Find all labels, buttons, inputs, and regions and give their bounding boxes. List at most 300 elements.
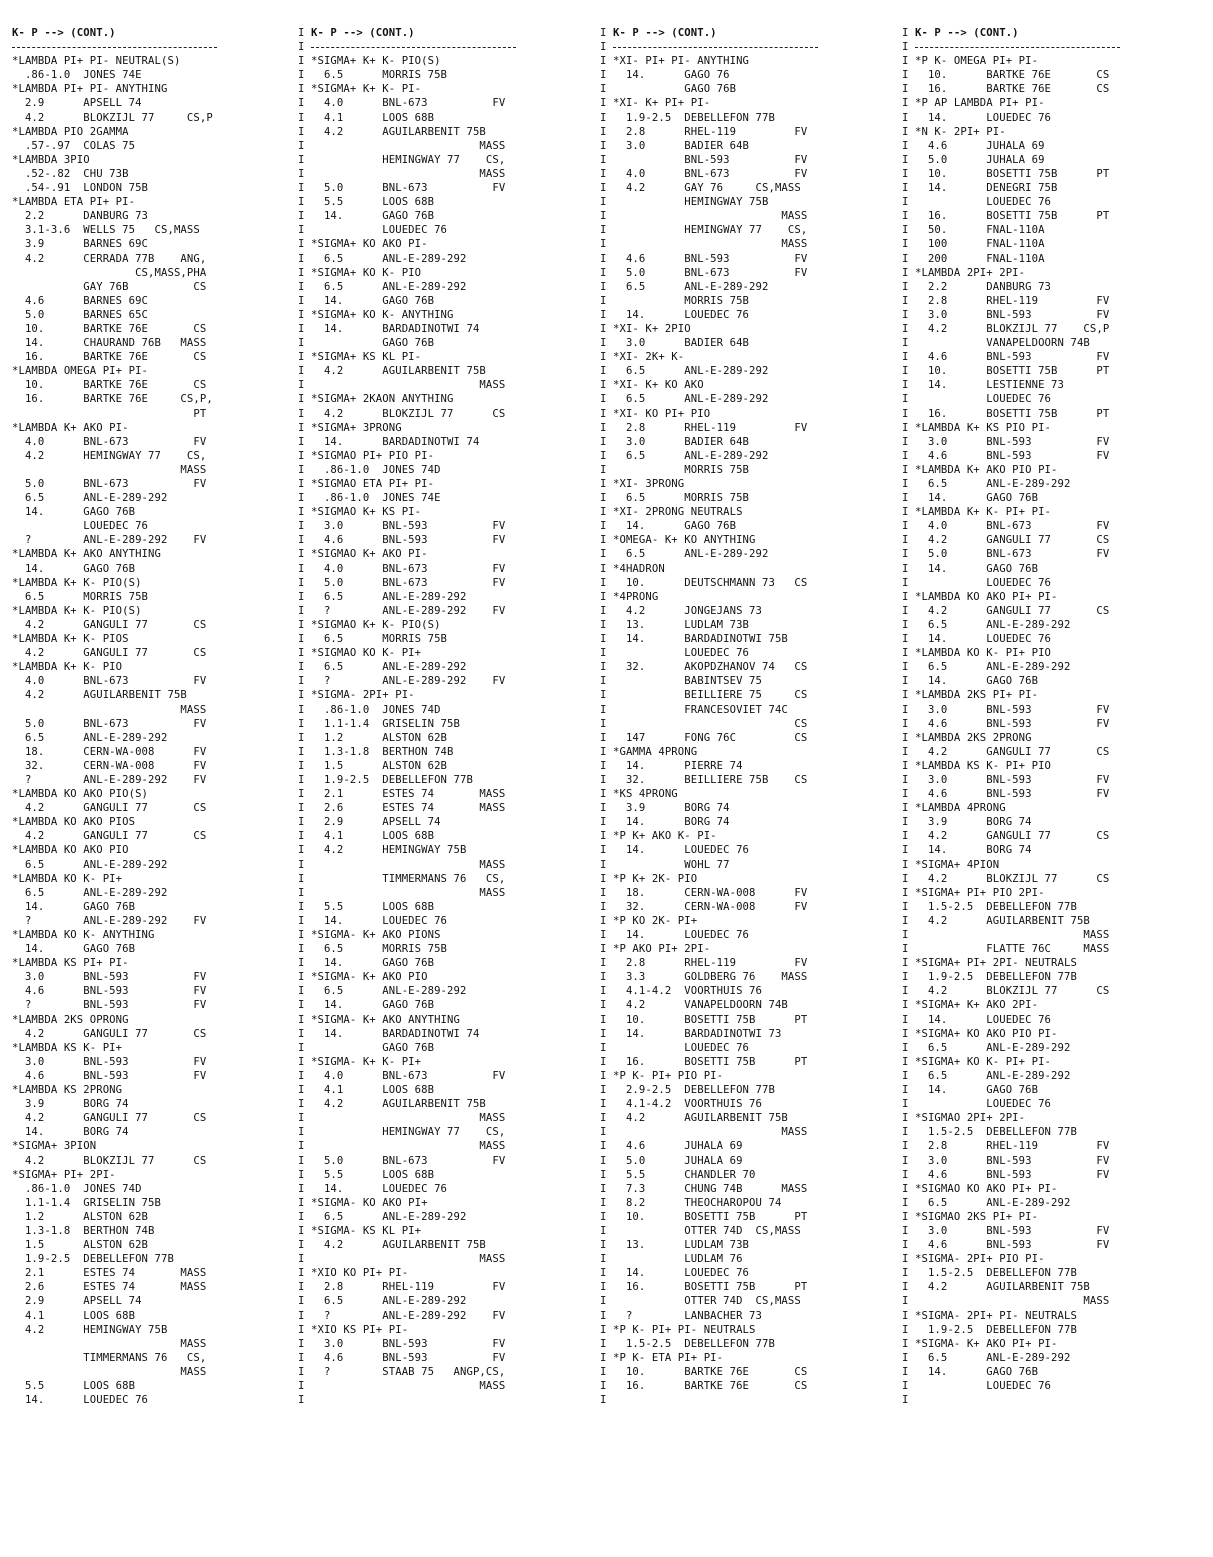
reference-entry: 4.6 BNL-593 FV: [915, 717, 1110, 730]
reference-entry: 4.2 AGUILARBENIT 75B: [311, 125, 486, 138]
reference-entry: 4.2 GANGULI 77 CS: [12, 647, 207, 660]
separator-glyph: I: [902, 717, 909, 730]
column-3: [613, 26, 903, 1393]
separator-glyph: I: [298, 308, 305, 321]
reference-entry: LOUEDEC 76: [12, 520, 149, 533]
separator-glyph: I: [298, 111, 305, 124]
reference-entry: 14. GAGO 76B: [12, 900, 136, 913]
separator-glyph: I: [902, 55, 909, 68]
reference-entry: MASS: [613, 210, 808, 223]
reference-entry: 4.6 BNL-593 FV: [311, 534, 506, 547]
reaction-heading: *XI- 2K+ K-: [613, 351, 685, 364]
separator-glyph: I: [902, 675, 909, 688]
reference-entry: 4.2 HEMINGWAY 75B: [311, 844, 467, 857]
reference-entry: 4.0 BNL-673 FV: [915, 520, 1110, 533]
reaction-heading: *LAMBDA 2KS 2PRONG: [915, 731, 1032, 744]
reference-entry: MASS: [311, 1380, 506, 1392]
reference-entry: TIMMERMANS 76 CS,: [12, 1351, 207, 1364]
separator-glyph: I: [298, 1323, 305, 1336]
reference-entry: 16. BOSETTI 75B PT: [613, 1281, 808, 1294]
separator-glyph: I: [600, 548, 607, 561]
reference-entry: 2.6 ESTES 74 MASS: [12, 1281, 207, 1294]
separator-glyph: I: [600, 773, 607, 786]
separator-glyph: I: [600, 703, 607, 716]
reaction-heading: *SIGMA+ KO AKO PI-: [311, 238, 428, 251]
reference-entry: 3.0 BNL-593 FV: [915, 435, 1110, 448]
separator-glyph: I: [298, 1055, 305, 1068]
separator-glyph: I: [902, 337, 909, 350]
separator-glyph: I: [902, 1055, 909, 1068]
separator-glyph: I: [902, 139, 909, 152]
reference-entry: 14. GAGO 76B: [311, 999, 435, 1012]
separator-glyph: I: [298, 816, 305, 829]
separator-glyph: I: [600, 886, 607, 899]
reference-entry: 1.3-1.8 BERTHON 74B: [12, 1224, 155, 1237]
separator-glyph: I: [902, 872, 909, 885]
separator-glyph: I: [298, 985, 305, 998]
separator-glyph: I: [902, 1224, 909, 1237]
separator-glyph: I: [902, 294, 909, 307]
reference-entry: 4.0 BNL-673 FV: [12, 435, 207, 448]
separator-glyph: I: [298, 27, 305, 39]
separator-glyph: I: [600, 900, 607, 913]
reference-entry: 3.0 BNL-593 FV: [915, 308, 1110, 321]
separator-glyph: I: [298, 322, 305, 335]
reference-entry: 4.2 AGUILARBENIT 75B: [311, 1239, 486, 1252]
separator-glyph: I: [298, 576, 305, 589]
reaction-heading: *LAMBDA KS 2PRONG: [12, 1084, 123, 1097]
reference-entry: .86-1.0 JONES 74D: [311, 703, 441, 716]
separator-glyph: I: [902, 1239, 909, 1252]
reference-entry: 4.0 BNL-673 FV: [12, 675, 207, 688]
reaction-heading: *XI- 2PRONG NEUTRALS: [613, 506, 743, 519]
separator-glyph: I: [298, 252, 305, 265]
reference-entry: 13. LUDLAM 73B: [613, 1239, 750, 1252]
separator-glyph: I: [902, 773, 909, 786]
separator-glyph: I: [600, 97, 607, 110]
reference-entry: 1.5-2.5 DEBELLEFON 77B: [915, 1267, 1077, 1280]
separator-glyph: I: [600, 1253, 607, 1266]
reaction-heading: *SIGMA+ KO AKO PIO PI-: [915, 1027, 1058, 1040]
separator-glyph: I: [600, 1098, 607, 1111]
reference-entry: MASS: [311, 886, 506, 899]
reference-entry: 3.0 BNL-593 FV: [12, 1055, 207, 1068]
header-rule: [915, 40, 1205, 54]
separator-glyph: I: [902, 421, 909, 434]
reference-entry: 10. BOSETTI 75B PT: [613, 1210, 808, 1223]
separator-glyph: I: [600, 1069, 607, 1082]
separator-glyph: I: [600, 759, 607, 772]
separator-glyph: I: [600, 943, 607, 956]
separator-glyph: I: [298, 1013, 305, 1026]
reaction-heading: *P KO 2K- PI+: [613, 914, 698, 927]
reference-entry: 1.2 ALSTON 62B: [311, 731, 448, 744]
reference-entry: LUDLAM 76: [613, 1253, 743, 1266]
reaction-heading: *LAMBDA K+ K- PIO(S): [12, 604, 142, 617]
separator-glyph: I: [600, 872, 607, 885]
reference-entry: 10. BARTKE 76E CS: [613, 1365, 808, 1378]
separator-glyph: I: [298, 647, 305, 660]
reference-entry: .54-.91 LONDON 75B: [12, 182, 149, 195]
reference-entry: 50. FNAL-110A: [915, 224, 1045, 237]
separator-glyph: I: [298, 55, 305, 68]
reference-entry: 14. CHAURAND 76B MASS: [12, 337, 207, 350]
separator-glyph: I: [600, 182, 607, 195]
reference-entry: 2.9 APSELL 74: [311, 816, 441, 829]
reaction-heading: *SIGMA+ KO K- PIO: [311, 266, 422, 279]
reference-entry: 4.0 BNL-673 FV: [311, 562, 506, 575]
reference-entry: 5.5 LOOS 68B: [12, 1380, 136, 1392]
reaction-heading: *P AP LAMBDA PI+ PI-: [915, 97, 1045, 110]
separator-glyph: I: [902, 844, 909, 857]
reaction-heading: *SIGMA+ 3PION: [12, 1140, 97, 1153]
reference-entry: LOUEDEC 76: [915, 393, 1052, 406]
reference-entry: ? ANL-E-289-292 FV: [12, 773, 207, 786]
separator-glyph: I: [600, 1112, 607, 1125]
reference-entry: 14. GAGO 76B: [915, 1084, 1039, 1097]
reference-entry: 6.5 ANL-E-289-292: [613, 393, 769, 406]
separator-glyph: I: [902, 1154, 909, 1167]
separator-glyph: I: [600, 492, 607, 505]
separator-glyph: I: [298, 167, 305, 180]
reference-entry: 6.5 ANL-E-289-292: [311, 1295, 467, 1308]
reaction-heading: *KS 4PRONG: [613, 788, 678, 801]
reaction-heading: *P AKO PI+ 2PI-: [613, 943, 711, 956]
reference-entry: MASS: [12, 463, 207, 476]
reference-entry: 14. BORG 74: [613, 816, 730, 829]
separator-glyph: I: [902, 1295, 909, 1308]
reference-entry: 4.2 AGUILARBENIT 75B: [12, 689, 187, 702]
separator-glyph: I: [600, 196, 607, 209]
separator-glyph: I: [902, 97, 909, 110]
reference-entry: 14. GAGO 76B: [12, 562, 136, 575]
reference-entry: 4.6 BNL-593 FV: [311, 1351, 506, 1364]
reference-entry: 4.2 GANGULI 77 CS: [12, 802, 207, 815]
column-header: K- P --> (CONT.): [12, 27, 116, 39]
reaction-heading: *SIGMA- KS KL PI+: [311, 1224, 422, 1237]
reference-entry: 2.2 DANBURG 73: [915, 280, 1052, 293]
reaction-heading: *SIGMAO ETA PI+ PI-: [311, 478, 435, 490]
separator-glyph: I: [600, 1084, 607, 1097]
separator-glyph: I: [298, 365, 305, 378]
reaction-heading: *GAMMA 4PRONG: [613, 745, 698, 758]
separator-glyph: I: [298, 548, 305, 561]
reference-entry: MASS: [915, 929, 1110, 941]
reference-entry: 5.5 LOOS 68B: [311, 900, 435, 913]
reaction-heading: *SIGMA+ K+ K- PI-: [311, 83, 422, 96]
reaction-heading: *SIGMAO K+ AKO PI-: [311, 548, 428, 561]
separator-glyph: I: [600, 1126, 607, 1139]
reference-entry: 4.6 BNL-593 FV: [915, 788, 1110, 801]
separator-glyph: I: [298, 1295, 305, 1308]
separator-glyph: I: [600, 252, 607, 265]
reaction-heading: *LAMBDA PI+ PI- NEUTRAL(S): [12, 55, 181, 68]
separator-glyph: I: [600, 1267, 607, 1280]
reference-entry: 14. BARDADINOTWI 75B: [613, 633, 788, 646]
separator-glyph: I: [600, 407, 607, 420]
reference-entry: HEMINGWAY 77 CS,: [311, 153, 506, 166]
separator-glyph: I: [600, 816, 607, 829]
separator-glyph: I: [298, 1182, 305, 1195]
separator-glyph: I: [600, 957, 607, 970]
reference-entry: 4.0 BNL-673 FV: [311, 1069, 506, 1082]
reference-entry: 1.9-2.5 DEBELLEFON 77B: [311, 773, 473, 786]
reference-entry: 6.5 ANL-E-289-292: [915, 1196, 1071, 1209]
separator-glyph: I: [600, 125, 607, 138]
separator-glyph: I: [298, 69, 305, 82]
reference-entry: 3.0 BNL-593 FV: [12, 971, 207, 984]
separator-glyph: I: [902, 252, 909, 265]
reaction-heading: *P K- PI+ PIO PI-: [613, 1069, 724, 1082]
reaction-heading: *XIO KO PI+ PI-: [311, 1267, 409, 1280]
reference-entry: 4.6 JUHALA 69: [613, 1140, 743, 1153]
reference-entry: 4.6 JUHALA 69: [915, 139, 1045, 152]
separator-glyph: I: [902, 1182, 909, 1195]
separator-glyph: I: [298, 1351, 305, 1364]
separator-glyph: I: [298, 379, 305, 392]
separator-glyph: I: [600, 788, 607, 801]
reference-entry: 6.5 ANL-E-289-292: [613, 365, 769, 378]
separator-glyph: I: [298, 759, 305, 772]
reference-entry: 18. CERN-WA-008 FV: [12, 745, 207, 758]
separator-glyph: I: [298, 280, 305, 293]
reference-entry: 6.5 ANL-E-289-292: [311, 1210, 467, 1223]
reference-entry: 14. LOUEDEC 76: [311, 914, 448, 927]
reference-entry: 1.9-2.5 DEBELLEFON 77B: [915, 1323, 1077, 1336]
separator-glyph: I: [298, 590, 305, 603]
reference-entry: 10. BARTKE 76E CS: [12, 379, 207, 392]
reference-entry: MASS: [12, 1365, 207, 1378]
separator-glyph: I: [902, 322, 909, 335]
separator-glyph: I: [298, 407, 305, 420]
reference-entry: 14. BARDADINOTWI 74: [311, 322, 480, 335]
reference-entry: 4.2 BLOKZIJL 77 CS: [915, 872, 1110, 885]
separator-glyph: I: [298, 929, 305, 941]
reference-entry: 2.8 RHEL-119 FV: [915, 1140, 1110, 1153]
reference-entry: MORRIS 75B: [613, 463, 750, 476]
reference-entry: 14. LOUEDEC 76: [915, 111, 1052, 124]
column-separator-2: [600, 26, 610, 1546]
separator-glyph: I: [298, 745, 305, 758]
reaction-heading: *P K- PI+ PI- NEUTRALS: [613, 1323, 756, 1336]
separator-glyph: I: [600, 1027, 607, 1040]
reference-entry: 14. LOUEDEC 76: [613, 844, 750, 857]
separator-glyph: I: [600, 322, 607, 335]
reaction-heading: *P K- ETA PI+ PI-: [613, 1351, 724, 1364]
separator-glyph: I: [902, 957, 909, 970]
separator-glyph: I: [298, 492, 305, 505]
separator-glyph: I: [600, 224, 607, 237]
reference-entry: 6.5 MORRIS 75B: [311, 943, 448, 956]
reference-entry: 3.9 BARNES 69C: [12, 238, 149, 251]
separator-glyph: I: [298, 604, 305, 617]
separator-glyph: I: [902, 943, 909, 956]
column-2: [311, 26, 601, 1393]
separator-glyph: I: [902, 1337, 909, 1350]
separator-glyph: I: [298, 1365, 305, 1378]
separator-glyph: I: [902, 745, 909, 758]
separator-glyph: I: [902, 1098, 909, 1111]
reference-entry: 200 FNAL-110A: [915, 252, 1045, 265]
separator-glyph: I: [600, 280, 607, 293]
reference-entry: 16. BOSETTI 75B PT: [915, 407, 1110, 420]
reference-entry: 14. GAGO 76B: [915, 675, 1039, 688]
reference-entry: MASS: [613, 1126, 808, 1139]
reference-entry: 4.2 BLOKZIJL 77 CS: [915, 985, 1110, 998]
separator-glyph: I: [600, 351, 607, 364]
reference-entry: 4.2 BLOKZIJL 77 CS: [12, 1154, 207, 1167]
reference-entry: 3.0 BADIER 64B: [613, 435, 750, 448]
reference-entry: 1.9-2.5 DEBELLEFON 77B: [915, 971, 1077, 984]
separator-glyph: I: [298, 153, 305, 166]
separator-glyph: I: [298, 802, 305, 815]
reference-entry: 6.5 ANL-E-289-292: [311, 252, 467, 265]
separator-glyph: I: [600, 802, 607, 815]
reference-entry: 4.2 BLOKZIJL 77 CS,P: [12, 111, 213, 124]
reference-entry: LOUEDEC 76: [915, 1380, 1052, 1392]
reference-entry: 16. BOSETTI 75B PT: [613, 1055, 808, 1068]
separator-glyph: I: [902, 1069, 909, 1082]
reaction-heading: *SIGMAO 2PI+ 2PI-: [915, 1112, 1026, 1125]
separator-glyph: I: [298, 506, 305, 519]
separator-glyph: I: [902, 224, 909, 237]
separator-glyph: I: [298, 731, 305, 744]
separator-glyph: I: [902, 1267, 909, 1280]
separator-glyph: I: [902, 858, 909, 871]
separator-glyph: I: [902, 27, 909, 39]
reference-entry: OTTER 74D CS,MASS: [613, 1295, 801, 1308]
reference-entry: 1.9-2.5 DEBELLEFON 77B: [12, 1253, 174, 1266]
separator-glyph: I: [600, 1013, 607, 1026]
separator-glyph: I: [298, 788, 305, 801]
separator-glyph: I: [902, 1196, 909, 1209]
reference-entry: 1.5 ALSTON 62B: [311, 759, 448, 772]
separator-glyph: I: [600, 463, 607, 476]
reference-entry: 14. LESTIENNE 73: [915, 379, 1064, 392]
separator-glyph: I: [600, 590, 607, 603]
separator-glyph: I: [298, 1267, 305, 1280]
separator-glyph: I: [600, 393, 607, 406]
separator-glyph: I: [298, 210, 305, 223]
separator-glyph: I: [902, 478, 909, 490]
reaction-heading: *LAMBDA KO K- PI+ PIO: [915, 647, 1052, 660]
reference-entry: MASS: [613, 238, 808, 251]
reference-entry: 1.5-2.5 DEBELLEFON 77B: [613, 1337, 775, 1350]
separator-glyph: I: [298, 844, 305, 857]
reaction-heading: *SIGMA- K+ AKO PI+ PI-: [915, 1337, 1058, 1350]
reference-entry: MASS: [915, 1295, 1110, 1308]
separator-glyph: I: [600, 478, 607, 490]
reference-entry: 3.1-3.6 WELLS 75 CS,MASS: [12, 224, 200, 237]
reference-entry: 32. BEILLIERE 75B CS: [613, 773, 808, 786]
reference-entry: 4.1-4.2 VOORTHUIS 76: [613, 985, 762, 998]
separator-glyph: I: [902, 41, 909, 54]
reference-entry: 2.1 ESTES 74 MASS: [12, 1267, 207, 1280]
reference-entry: LOUEDEC 76: [915, 196, 1052, 209]
separator-glyph: I: [298, 872, 305, 885]
separator-glyph: I: [600, 1210, 607, 1223]
separator-glyph: I: [298, 661, 305, 674]
reference-entry: 1.2 ALSTON 62B: [12, 1210, 149, 1223]
reference-entry: 6.5 ANL-E-289-292: [915, 478, 1071, 490]
reference-entry: 14. LOUEDEC 76: [915, 633, 1052, 646]
column-header: K- P --> (CONT.): [613, 27, 717, 39]
reaction-heading: *LAMBDA KS K- PI+ PIO: [915, 759, 1052, 772]
separator-glyph: I: [298, 41, 305, 54]
reference-entry: 14. LOUEDEC 76: [915, 1013, 1052, 1026]
separator-glyph: I: [600, 1309, 607, 1322]
separator-glyph: I: [902, 111, 909, 124]
reference-entry: 16. BOSETTI 75B PT: [915, 210, 1110, 223]
reference-entry: LOUEDEC 76: [311, 224, 448, 237]
reference-entry: 6.5 ANL-E-289-292: [915, 1351, 1071, 1364]
separator-glyph: I: [298, 971, 305, 984]
separator-glyph: I: [600, 266, 607, 279]
reaction-heading: *SIGMAO K+ K- PIO(S): [311, 618, 441, 631]
separator-glyph: I: [902, 520, 909, 533]
separator-glyph: I: [600, 929, 607, 941]
separator-glyph: I: [600, 41, 607, 54]
separator-glyph: I: [600, 618, 607, 631]
reference-entry: 2.8 RHEL-119 FV: [311, 1281, 506, 1294]
reaction-heading: *LAMBDA K+ K- PIO: [12, 661, 123, 674]
separator-glyph: I: [298, 689, 305, 702]
separator-glyph: I: [298, 886, 305, 899]
separator-glyph: I: [902, 661, 909, 674]
reference-entry: 4.2 GAY 76 CS,MASS: [613, 182, 801, 195]
reaction-heading: *N K- 2PI+ PI-: [915, 125, 1006, 138]
reference-entry: 2.8 RHEL-119 FV: [613, 125, 808, 138]
reference-entry: 3.9 BORG 74: [613, 802, 730, 815]
separator-glyph: I: [298, 182, 305, 195]
reference-entry: .86-1.0 JONES 74D: [311, 463, 441, 476]
separator-glyph: I: [902, 618, 909, 631]
reaction-heading: *LAMBDA PIO 2GAMMA: [12, 125, 129, 138]
reference-entry: 14. BARDADINOTWI 74: [311, 435, 480, 448]
reference-entry: 6.5 ANL-E-289-292: [12, 731, 168, 744]
reference-entry: 32. AKOPDZHANOV 74 CS: [613, 661, 808, 674]
separator-glyph: I: [298, 83, 305, 96]
reaction-heading: *XI- KO PI+ PIO: [613, 407, 711, 420]
reference-entry: 1.9-2.5 DEBELLEFON 77B: [613, 111, 775, 124]
separator-glyph: I: [298, 421, 305, 434]
reference-entry: 4.2 GANGULI 77 CS: [915, 534, 1110, 547]
separator-glyph: I: [298, 900, 305, 913]
reaction-heading: *SIGMA- 2PI+ PI-: [311, 689, 415, 702]
reference-entry: 3.0 BNL-593 FV: [311, 1337, 506, 1350]
reference-entry: MASS: [311, 1140, 506, 1153]
separator-glyph: I: [600, 689, 607, 702]
separator-glyph: I: [902, 1323, 909, 1336]
reference-entry: 4.0 BNL-673 FV: [613, 167, 808, 180]
separator-glyph: I: [902, 1253, 909, 1266]
separator-glyph: I: [902, 886, 909, 899]
reference-entry: MORRIS 75B: [613, 294, 750, 307]
reference-entry: 4.0 BNL-673 FV: [311, 97, 506, 110]
separator-glyph: I: [600, 1365, 607, 1378]
separator-glyph: I: [298, 1027, 305, 1040]
reference-entry: 6.5 ANL-E-289-292: [613, 280, 769, 293]
separator-glyph: I: [298, 463, 305, 476]
reference-entry: ? ANL-E-289-292 FV: [12, 914, 207, 927]
reference-entry: BEILLIERE 75 CS: [613, 689, 808, 702]
separator-glyph: I: [902, 506, 909, 519]
separator-glyph: I: [298, 1309, 305, 1322]
reaction-heading: *SIGMA+ 2KAON ANYTHING: [311, 393, 454, 406]
reference-entry: HEMINGWAY 77 CS,: [613, 224, 808, 237]
reaction-heading: *LAMBDA 4PRONG: [915, 802, 1006, 815]
reference-entry: 14. BORG 74: [12, 1126, 129, 1139]
